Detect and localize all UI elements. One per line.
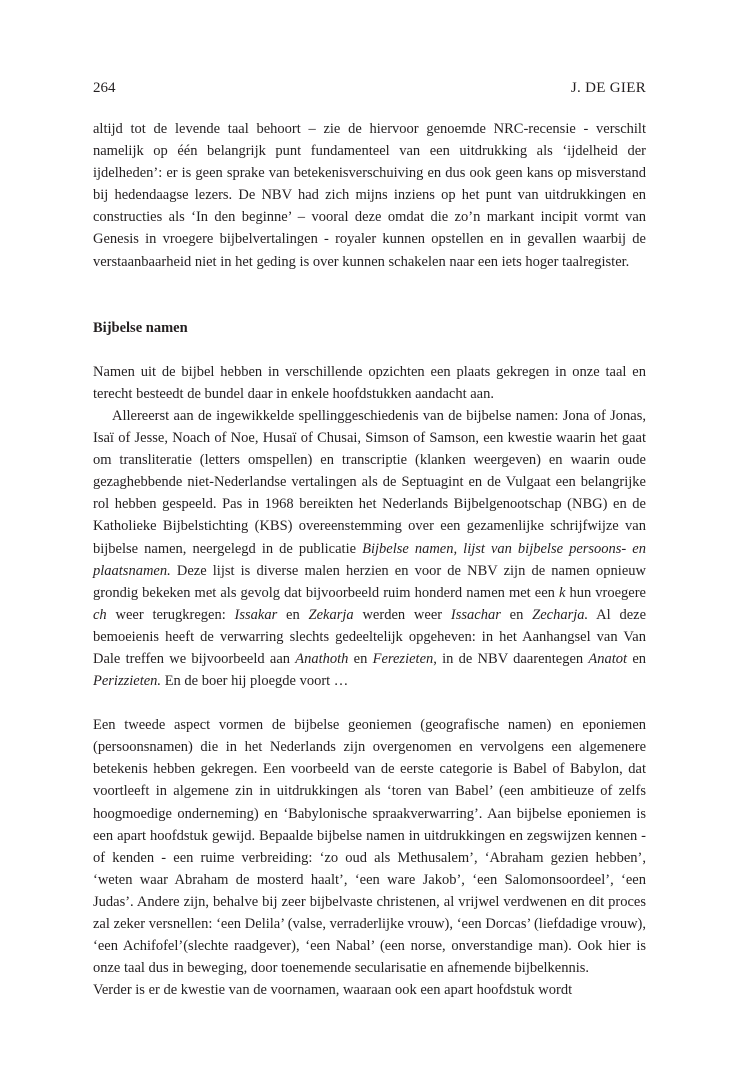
section-heading: Bijbelse namen <box>93 319 188 336</box>
paragraph-continuation: altijd tot de levende taal behoort – zie de hiervoor genoemde NRC-recensie - verschilt namelijk op één belangrijk punt fundamenteel van een uitdrukking als ‘ijdelheid der ijdelheden’: er is geen sprake van betekenisverschuiving en dus ook geen kans op misverstand bij hedendaagse lezers. De NBV had zich mijns inziens op het punt van uitdrukkingen en constructies als ‘In den beginne’ – vooral deze omdat die zo’n markant incipit vormt van Genesis in vroegere bijbelvertalingen - royaler kunnen opstellen en in gevallen waarbij de verstaanbaarheid niet in het geding is over kunnen schakelen naar een iets hoger taalregister. <box>93 121 646 270</box>
page-number: 264 <box>93 80 116 96</box>
paragraph-first-names: Verder is er de kwestie van de voornamen, waaraan ook een apart hoofdstuk wordt <box>93 982 573 999</box>
paragraph-names-intro: Namen uit de bijbel hebben in verschillende opzichten een plaats gekregen in onze taal en terecht besteedt de bundel daar in enkele hoofdstukken aandacht aan. <box>93 363 646 402</box>
publication-title: Bijbelse namen, lijst van bijbelse persoons- en plaatsnamen. <box>93 540 646 579</box>
paragraph-geonyms-eponyms: Een tweede aspect vormen de bijbelse geoniemen (geografische namen) en eponiemen (persoonsnamen) die in het Nederlands zijn overgenomen en vervolgens een algemenere betekenis hebben gekregen. Een voorbeeld van de eerste categorie is Babel of Babylon, dat voortleeft in algemene zin in uitdrukkingen als ‘toren van Babel’ (een ambitieuze of zelfs hoogmoedige onderneming) en ‘Babylonische spraakverwarring’. Aan bijbelse eponiemen is een apart hoofdstuk gewijd. Bepaalde bijbelse namen in uitdrukkingen en zegswijzen kennen - of kenden - een ruime verbreiding: ‘zo oud als Methusalem’, ‘Abraham gezien hebben’, ‘weten waar Abraham de mosterd haalt’, ‘een ware Jakob’, ‘een Salomonsoordeel’, ‘een Judas’. Andere zijn, behalve bij zeer bijbelvaste christenen, al vrijwel verdwenen en dit proces zal zeker versnellen: ‘een Delila’ (valse, verraderlijke vrouw), ‘een Dorcas’ (liefdadige vrouw), ‘een Achifofel’(slechte raadgever), ‘een Nabal’ (een norse, onverstandige man). Ook hier is onze taal dus in beweging, door toenemende secularisatie en afnemende bijbelkennis. <box>93 717 646 977</box>
page-body <box>93 118 646 1001</box>
running-header <box>93 78 646 98</box>
paragraph-spelling-history: Allereerst aan de ingewikkelde spellinggeschiedenis van de bijbelse namen: Jona of Jonas, Isaï of Jesse, Noach of Noe, Husaï of Chusai, Simson of Samson, een kwestie waarin het gaat om transliteratie (letters omspellen) en transcriptie (klanken weergeven) en waarin oude gezaghebbende niet-Nederlandse vertalingen als de Septuagint en de Vulgaat een belangrijke rol hebben gespeeld. Pas in 1968 bereikten het Nederlands Bijbelgenootschap (NBG) en de Katholieke Bijbelstichting (KBS) overeenstemming over een gezamenlijke schrijfwijze van bijbelse namen, neergelegd in de publicatie Bijbelse namen, lijst van bijbelse persoons- en plaatsnamen. Deze lijst is diverse malen herzien en voor de NBV zijn de namen opnieuw grondig bekeken met als gevolg dat bijvoorbeeld ruim honderd namen met een k hun vroegere ch weer terugkregen: Issakar en Zekarja werden weer Issachar en Zecharja. Al deze bemoeienis heeft de verwarring slechts gedeeltelijk opgeheven: in het Aanhangsel van Van Dale treffen we bijvoorbeeld aan Anathoth en Ferezieten, in de NBV daarentegen Anatot en Perizzieten. En de boer hij ploegde voort … <box>93 407 647 690</box>
running-head-author: J. DE GIER <box>570 80 646 96</box>
